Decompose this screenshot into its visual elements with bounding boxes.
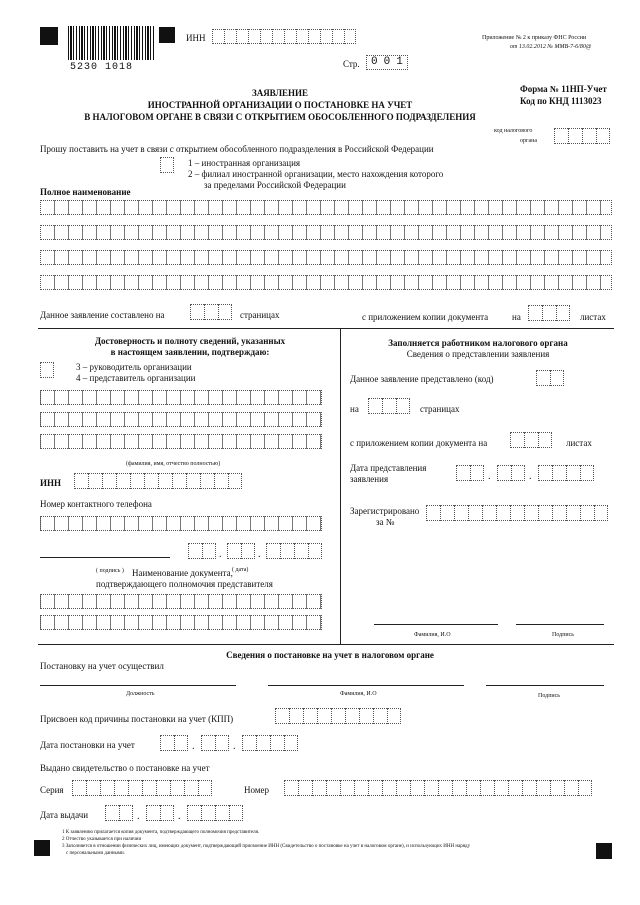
sign-date-month[interactable] — [227, 543, 255, 559]
registered-label-2: за № — [376, 517, 395, 527]
kpp-label: Присвоен код причины постановки на учет (КПП) — [40, 714, 234, 724]
section-divider — [38, 328, 614, 329]
full-name-row-1[interactable] — [40, 200, 612, 215]
signer-name-row-1[interactable] — [40, 390, 322, 405]
officer-pages-label: страницах — [420, 404, 460, 414]
issue-date-month[interactable] — [146, 805, 174, 821]
officer-title-2: Сведения о представлении заявления — [406, 349, 550, 359]
footnote-3b: с персональными данными. — [66, 851, 125, 856]
kpp-cells[interactable] — [275, 708, 401, 724]
pages-suffix: страницах — [240, 310, 280, 320]
reg-fio-caption: Фамилия, И.О — [340, 691, 377, 697]
sign-date-day[interactable] — [188, 543, 216, 559]
officer-attach-label: с приложением копии документа на — [350, 438, 488, 448]
reg-date-month[interactable] — [201, 735, 229, 751]
attach-on: на — [512, 312, 521, 322]
option-2b: за пределами Российской Федерации — [204, 180, 346, 190]
signer-inn-cells[interactable] — [74, 473, 242, 489]
signer-name-row-2[interactable] — [40, 412, 322, 427]
officer-date-month[interactable] — [497, 465, 525, 481]
signer-name-row-3[interactable] — [40, 434, 322, 449]
date-separator: . — [137, 811, 140, 822]
registration-done-label: Постановку на учет осуществил — [40, 661, 164, 671]
doc-row-2[interactable] — [40, 615, 322, 630]
issue-date-day[interactable] — [105, 805, 133, 821]
footnote-2: 2 Отчество указывается при наличии — [62, 837, 142, 842]
title-line-2: ИНОСТРАННОЙ ОРГАНИЗАЦИИ О ПОСТАНОВКЕ НА УЧЕТ — [147, 100, 413, 110]
doc-label-2: подтверждающего полномочия представителя — [96, 579, 273, 589]
corner-marker-top-left — [40, 27, 58, 45]
order-reference-2: от 13.02.2012 № ММВ-7-6/80@ — [510, 44, 592, 50]
submitted-code-cell[interactable] — [536, 370, 564, 386]
officer-attach-cells[interactable] — [510, 432, 552, 448]
date-separator: . — [192, 741, 195, 752]
registration-number-cells[interactable] — [426, 505, 608, 521]
phone-row[interactable] — [40, 516, 322, 531]
full-name-row-3[interactable] — [40, 250, 612, 265]
officer-on-label: на — [350, 404, 359, 414]
signature-line — [40, 557, 170, 558]
footnote-1: 1 К заявлению прилагается копия документа, подтверждающего полномочия представителя. — [62, 830, 260, 835]
registration-title: Сведения о постановке на учет в налоговом органе — [226, 650, 434, 660]
submitted-label: Данное заявление представлено (код) — [350, 374, 494, 384]
sign-date-year[interactable] — [266, 543, 322, 559]
header-inn-label: ИНН — [186, 33, 206, 43]
full-name-row-2[interactable] — [40, 225, 612, 240]
officer-fio-line — [374, 624, 498, 625]
organization-type-cell[interactable] — [160, 157, 174, 173]
form-number: Форма № 11НП-Учет — [520, 84, 607, 94]
reg-date-label: Дата постановки на учет — [40, 740, 135, 750]
order-reference: Приложение № 2 к приказу ФНС России — [482, 35, 587, 41]
date-separator: . — [529, 471, 532, 482]
full-name-row-4[interactable] — [40, 275, 612, 290]
officer-sheets-label: листах — [566, 438, 592, 448]
series-label: Серия — [40, 785, 64, 795]
officer-date-day[interactable] — [456, 465, 484, 481]
barcode — [68, 26, 154, 60]
fio-caption: (фамилия, имя, отчество полностью) — [126, 461, 221, 467]
reg-sign-line — [486, 685, 604, 686]
tax-code-cells[interactable] — [554, 128, 610, 144]
option-2: 2 – филиал иностранной организации, место нахождения которого — [188, 169, 444, 179]
signer-option-4: 4 – представитель организации — [76, 373, 196, 383]
reg-date-day[interactable] — [160, 735, 188, 751]
page-number: 001 — [366, 55, 408, 70]
sign-caption: ( подпись ) — [96, 568, 124, 574]
full-name-label: Полное наименование — [40, 187, 131, 197]
signer-option-3: 3 – руководитель организации — [76, 362, 192, 372]
registered-label-1: Зарегистрировано — [350, 506, 420, 516]
confirm-title-2: в настоящем заявлении, подтверждаю: — [110, 347, 270, 357]
officer-sign-line — [516, 624, 604, 625]
date-caption: ( дата) — [232, 567, 249, 573]
attach-suffix: листах — [580, 312, 606, 322]
signer-type-cell[interactable] — [40, 362, 54, 378]
confirm-title-1: Достоверность и полноту сведений, указанных — [94, 336, 286, 346]
officer-pages-cells[interactable] — [368, 398, 410, 414]
attach-label: с приложением копии документа — [362, 312, 489, 322]
series-cells[interactable] — [72, 780, 212, 796]
number-label: Номер — [244, 785, 270, 795]
corner-marker-bottom-left — [34, 840, 50, 856]
officer-sign-caption: Подпись — [552, 632, 575, 638]
date-separator: . — [258, 549, 261, 560]
officer-date-label-1: Дата представления — [350, 463, 427, 473]
tax-code-label-2: органа — [520, 138, 537, 144]
section-divider-2 — [38, 644, 614, 645]
officer-date-label-2: заявления — [350, 474, 389, 484]
knd-code: Код по КНД 1113023 — [520, 96, 602, 106]
issue-date-label: Дата выдачи — [40, 810, 89, 820]
officer-title-1: Заполняется работником налогового органа — [388, 338, 568, 348]
issue-date-year[interactable] — [187, 805, 243, 821]
corner-marker-bottom-right — [596, 843, 612, 859]
page-label: Стр. — [343, 59, 360, 69]
number-cells[interactable] — [284, 780, 592, 796]
reg-sign-caption: Подпись — [538, 693, 561, 699]
date-separator: . — [488, 471, 491, 482]
date-separator: . — [219, 549, 222, 560]
title-line-1: ЗАЯВЛЕНИЕ — [251, 88, 309, 98]
phone-label: Номер контактного телефона — [40, 499, 152, 509]
column-divider — [340, 328, 341, 644]
reg-date-year[interactable] — [242, 735, 298, 751]
request-intro: Прошу поставить на учет в связи с открытием обособленного подразделения в Российской Федерации — [40, 144, 434, 154]
date-separator: . — [233, 741, 236, 752]
doc-label-1: Наименование документа, — [132, 568, 233, 578]
attach-sheets-cells[interactable] — [528, 305, 570, 321]
signer-inn-label: ИНН — [40, 478, 62, 488]
officer-date-year[interactable] — [538, 465, 594, 481]
reg-fio-line — [268, 685, 464, 686]
certificate-label: Выдано свидетельство о постановке на учет — [40, 763, 210, 773]
title-line-3: В НАЛОГОВОМ ОРГАНЕ В СВЯЗИ С ОТКРЫТИЕМ ОБОСОБЛЕННОГО ПОДРАЗДЕЛЕНИЯ — [84, 112, 476, 122]
option-1: 1 – иностранная организация — [188, 158, 301, 168]
pages-label: Данное заявление составлено на — [40, 310, 165, 320]
position-line — [40, 685, 236, 686]
pages-cells[interactable] — [190, 304, 232, 320]
header-inn-cells[interactable] — [212, 29, 356, 44]
officer-fio-caption: Фамилия, И.О — [414, 632, 451, 638]
barcode-number: 5230 1018 — [70, 62, 134, 73]
footnote-3: 3 Заполняется в отношении физических лиц, имеющих документ, подтверждающий присвоение ИНН (Свидетельство о постановке на учет в налоговом органе), и использующих ИНН наряду — [62, 844, 471, 849]
corner-marker-top-right — [159, 27, 175, 43]
position-caption: Должность — [126, 691, 155, 697]
tax-code-label: код налогового — [494, 128, 533, 134]
date-separator: . — [178, 811, 181, 822]
doc-row-1[interactable] — [40, 594, 322, 609]
